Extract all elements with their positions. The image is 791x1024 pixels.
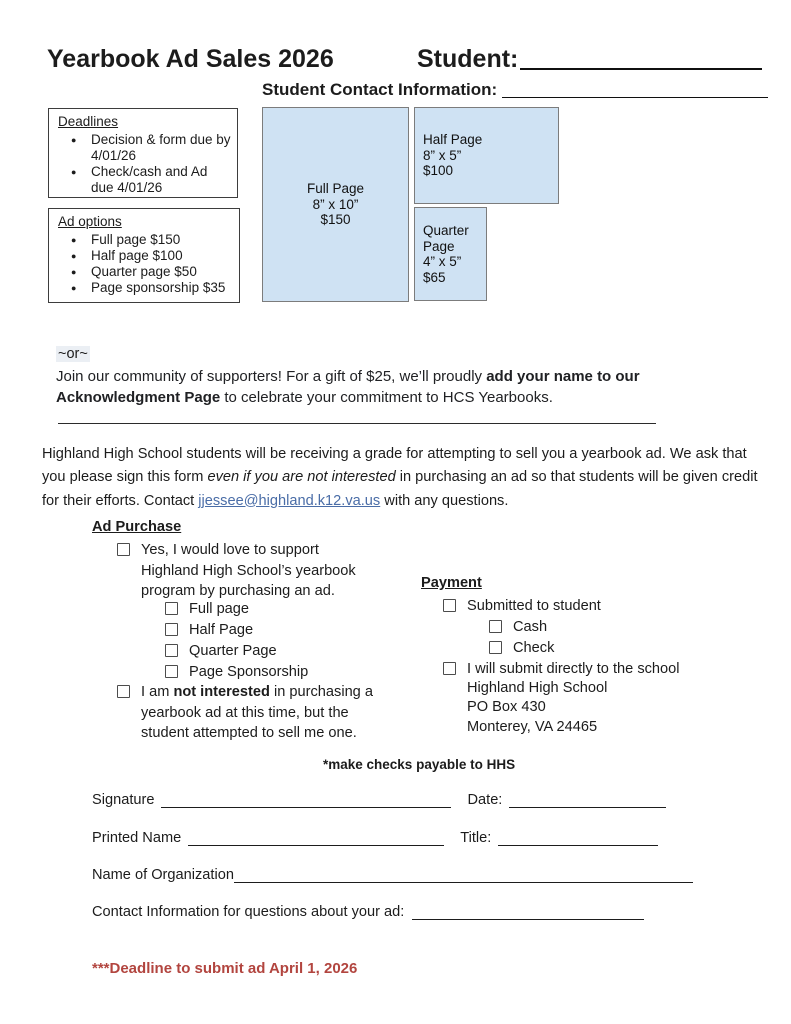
organization-blank[interactable]: [234, 867, 693, 883]
bullet-icon: ●: [71, 267, 77, 277]
bullet-icon: ●: [71, 283, 77, 293]
organization-label: Name of Organization: [92, 867, 234, 883]
student-label: Student:: [417, 45, 519, 73]
supporter-paragraph: [56, 367, 708, 408]
size-box-name: Half Page: [423, 132, 483, 148]
date-blank[interactable]: [509, 792, 666, 808]
not-interested-bold: not interested: [173, 684, 270, 700]
yes-purchase-label: Yes, I would love to support Highland High School’s yearbook program by purchasing an ad.: [141, 542, 356, 600]
submitted-to-student-checkbox[interactable]: [443, 599, 456, 612]
ad-option-item: [58, 248, 233, 264]
not-interested-option-row: [117, 682, 385, 744]
page-title: Yearbook Ad Sales 2026: [47, 45, 334, 73]
yes-purchase-option-row: [117, 540, 374, 602]
grade-note-mid: in purchasing an ad so that students will be given credit for their efforts. Contact: [42, 469, 758, 509]
quarter-page-option-row: [165, 641, 277, 662]
school-address-block: [467, 679, 607, 737]
yes-purchase-checkbox[interactable]: [117, 543, 130, 556]
full-page-size-box: [262, 107, 409, 302]
quarter-page-size-box: [414, 207, 487, 301]
submitted-to-student-label: Submitted to student: [467, 598, 601, 614]
student-contact-row: [262, 80, 768, 100]
half-page-checkbox[interactable]: [165, 623, 178, 636]
deadline-item: [58, 164, 231, 196]
acknowledgment-write-line[interactable]: [58, 423, 656, 424]
size-box-dims: 4” x 5”: [423, 254, 462, 269]
ad-option-item: [58, 280, 233, 296]
bullet-icon: ●: [71, 135, 77, 145]
check-option-row: [489, 638, 554, 659]
ad-options-heading: Ad options: [58, 214, 122, 229]
contact-email-link[interactable]: jjessee@highland.k12.va.us: [198, 492, 381, 509]
ad-option-item-text: Half page $100: [91, 248, 183, 263]
half-page-option-row: [165, 620, 253, 641]
size-box-dims: 8” x 10”: [312, 196, 359, 212]
grade-note-pre: Highland High School students will be receiving a grade for attempting to sell you a yearbook ad. We ask that you please sign this form: [42, 446, 747, 486]
ad-option-item: [58, 232, 233, 248]
size-box-dims: 8” x 5”: [423, 147, 462, 163]
size-box-name: Quarter Page: [423, 223, 469, 254]
size-box-name: Full Page: [306, 181, 365, 197]
bullet-icon: ●: [71, 167, 77, 177]
student-name-blank[interactable]: [520, 67, 762, 70]
cash-label: Cash: [513, 619, 548, 635]
not-interested-checkbox[interactable]: [117, 685, 130, 698]
submitted-to-student-row: [443, 596, 601, 617]
submit-directly-row: [443, 659, 680, 680]
payment-heading: Payment: [421, 575, 482, 591]
check-label: Check: [513, 640, 555, 656]
page-sponsorship-option-row: [165, 662, 308, 683]
ad-contact-label: Contact Information for questions about your ad:: [92, 904, 405, 920]
grade-note-paragraph: [42, 443, 766, 513]
page-sponsorship-label: Page Sponsorship: [189, 664, 309, 680]
address-line: PO Box 430: [467, 699, 546, 716]
not-interested-post: in purchasing a yearbook ad at this time, but the student attempted to sell me one.: [141, 684, 373, 742]
title-blank[interactable]: [498, 830, 658, 846]
half-page-label: Half Page: [189, 622, 254, 638]
quarter-page-checkbox[interactable]: [165, 644, 178, 657]
grade-note-post: with any questions.: [380, 492, 509, 509]
supporter-text-bold: add your name to our Acknowledgment Page: [56, 368, 640, 406]
deadline-item-text: Check/cash and Ad due 4/01/26: [91, 164, 208, 195]
student-contact-label: Student Contact Information:: [262, 80, 498, 99]
full-page-label: Full page: [189, 601, 250, 617]
submit-directly-label: I will submit directly to the school: [467, 661, 680, 677]
signature-row: [92, 792, 666, 808]
cash-checkbox[interactable]: [489, 620, 502, 633]
ad-contact-blank[interactable]: [412, 904, 644, 920]
ad-option-item-text: Page sponsorship $35: [91, 280, 226, 295]
checks-payable-note: *make checks payable to HHS: [323, 757, 516, 772]
full-page-option-row: [165, 599, 249, 620]
bullet-icon: ●: [71, 235, 77, 245]
printed-name-blank[interactable]: [188, 830, 444, 846]
deadline-item: [58, 132, 231, 164]
size-box-price: $65: [423, 269, 446, 285]
address-line: Highland High School: [467, 680, 608, 696]
organization-row: [92, 867, 693, 883]
signature-blank[interactable]: [161, 792, 451, 808]
not-interested-pre: I am: [141, 684, 174, 700]
deadlines-box: [48, 108, 238, 198]
cash-option-row: [489, 617, 547, 638]
submit-directly-checkbox[interactable]: [443, 662, 456, 675]
size-box-price: $150: [320, 212, 351, 228]
ad-option-item-text: Full page $150: [91, 232, 181, 247]
printed-name-row: [92, 830, 658, 846]
quarter-page-label: Quarter Page: [189, 643, 277, 659]
supporter-text-post: to celebrate your commitment to HCS Yearbooks.: [220, 388, 553, 406]
bullet-icon: ●: [71, 251, 77, 261]
full-page-checkbox[interactable]: [165, 602, 178, 615]
deadlines-heading: Deadlines: [58, 114, 119, 129]
check-checkbox[interactable]: [489, 641, 502, 654]
signature-label: Signature: [92, 792, 155, 808]
date-label: Date:: [467, 792, 503, 808]
address-line: Monterey, VA 24465: [467, 718, 598, 735]
ad-contact-row: [92, 904, 644, 920]
title-label: Title:: [460, 830, 492, 846]
or-separator: ~or~: [58, 346, 88, 362]
student-field-row: [417, 45, 762, 74]
deadline-item-text: Decision & form due by 4/01/26: [91, 132, 231, 163]
size-box-price: $100: [423, 163, 454, 179]
ad-option-item-text: Quarter page $50: [91, 264, 197, 279]
printed-name-label: Printed Name: [92, 830, 182, 846]
not-interested-label: [141, 682, 385, 744]
supporter-text-pre: Join our community of supporters! For a gift of $25, we’ll proudly: [56, 368, 487, 385]
ad-purchase-heading: Ad Purchase: [92, 519, 182, 535]
page-sponsorship-checkbox[interactable]: [165, 665, 178, 678]
ad-option-item: [58, 264, 233, 280]
ad-options-box: [48, 208, 240, 303]
grade-note-italic: even if you are not interested: [207, 469, 396, 486]
student-contact-blank[interactable]: [502, 96, 768, 98]
deadline-footer-note: ***Deadline to submit ad April 1, 2026: [92, 960, 358, 977]
half-page-size-box: [414, 107, 559, 204]
